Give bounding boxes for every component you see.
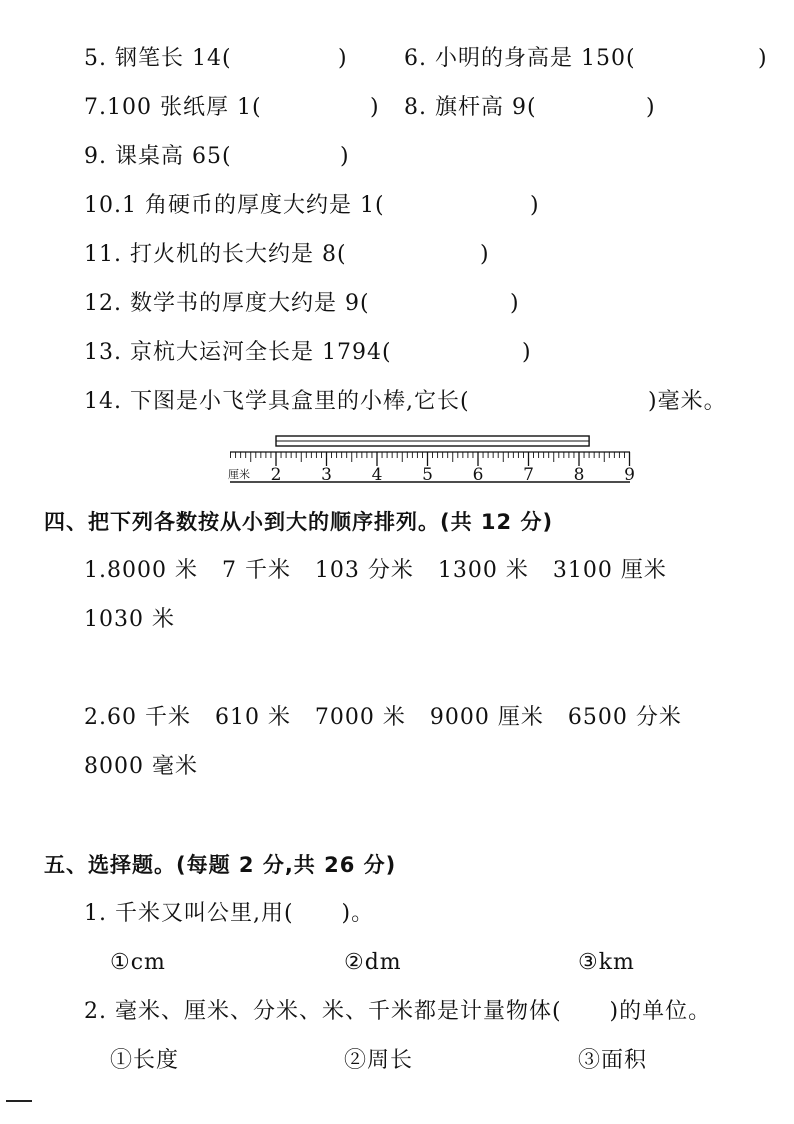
ruler-number: 8 <box>573 465 585 485</box>
footer-mark <box>6 1100 32 1102</box>
q12-text: 12. 数学书的厚度大约是 9( <box>84 291 370 316</box>
q10-text: 10.1 角硬币的厚度大约是 1( <box>84 193 385 218</box>
q10-close: ) <box>530 193 540 218</box>
q12-close: ) <box>510 291 520 316</box>
ruler-number: 3 <box>321 465 332 485</box>
section5-q2-option-3: ③面积 <box>578 1048 648 1073</box>
section4-q1-line1: 1.8000 米 7 千米 103 分米 1300 米 3100 厘米 <box>84 558 667 583</box>
q7-text: 7.100 张纸厚 1( <box>84 95 262 120</box>
section4-q1-line2: 1030 米 <box>84 607 175 632</box>
q13-close: ) <box>522 340 532 365</box>
section5-q2-option-1: ①长度 <box>110 1048 180 1073</box>
q11-text: 11. 打火机的长大约是 8( <box>84 242 347 267</box>
q5-close: ) <box>338 46 348 71</box>
section5-q2-option-2: ②周长 <box>344 1048 414 1073</box>
q14-text: 14. 下图是小飞学具盒里的小棒,它长( <box>84 389 470 414</box>
section4-heading: 四、把下列各数按从小到大的顺序排列。(共 12 分) <box>44 510 554 534</box>
q9-text: 9. 课桌高 65( <box>84 144 232 169</box>
ruler-figure <box>226 430 636 486</box>
section5-q2: 2. 毫米、厘米、分米、米、千米都是计量物体( )的单位。 <box>84 999 712 1024</box>
ruler-number: 4 <box>371 465 383 485</box>
section4-q2-line1: 2.60 千米 610 米 7000 米 9000 厘米 6500 分米 <box>84 705 682 730</box>
q6-close: ) <box>758 46 768 71</box>
section5-q1: 1. 千米又叫公里,用( )。 <box>84 901 375 926</box>
ruler-number: 6 <box>472 465 484 485</box>
ruler-number: 7 <box>523 465 534 485</box>
section5-q1-option-1: ①cm <box>110 950 166 975</box>
ruler-number: 9 <box>624 465 635 485</box>
q6-text: 6. 小明的身高是 150( <box>404 46 636 71</box>
q9-close: ) <box>340 144 350 169</box>
q7-close: ) <box>370 95 380 120</box>
q11-close: ) <box>480 242 490 267</box>
q14-tail: )毫米。 <box>648 389 727 414</box>
q5-text: 5. 钢笔长 14( <box>84 46 232 71</box>
section5-heading: 五、选择题。(每题 2 分,共 26 分) <box>44 853 397 877</box>
section5-q1-option-2: ②dm <box>344 950 402 975</box>
ruler-unit-label: 厘米 <box>228 468 250 481</box>
section5-q1-option-3: ③km <box>578 950 635 975</box>
ruler-number: 2 <box>270 465 282 485</box>
section4-q2-line2: 8000 毫米 <box>84 754 198 779</box>
q8-text: 8. 旗杆高 9( <box>404 95 537 120</box>
ruler-ticks <box>231 452 630 466</box>
ruler-number: 5 <box>422 465 433 485</box>
q13-text: 13. 京杭大运河全长是 1794( <box>84 340 392 365</box>
q8-close: ) <box>646 95 656 120</box>
